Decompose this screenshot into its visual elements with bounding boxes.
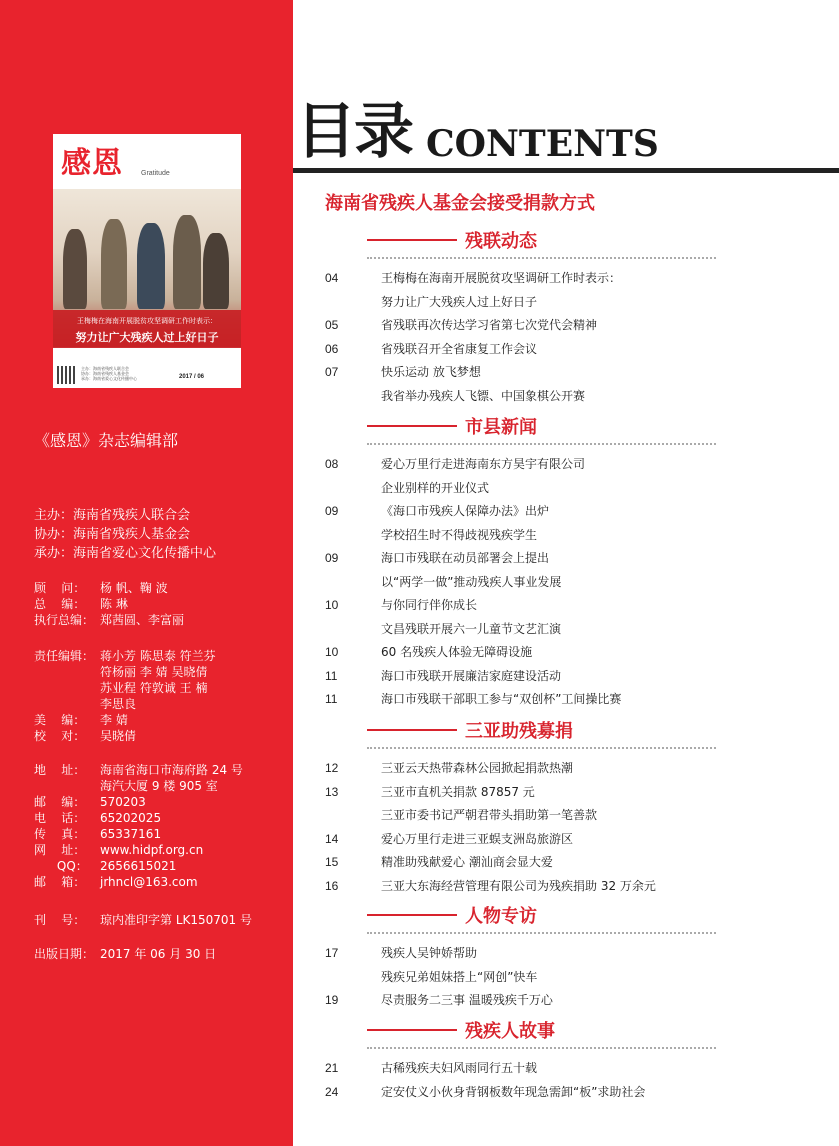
toc-page: 21 xyxy=(325,1061,339,1075)
toc-page: 08 xyxy=(325,457,339,471)
section-sanya-fundraising xyxy=(325,718,725,898)
toc-item[interactable] xyxy=(325,665,725,689)
editorial-department: 《感恩》杂志编辑部 xyxy=(34,431,179,450)
editor-label: 责任编辑： xyxy=(34,649,95,663)
toc-item[interactable] xyxy=(325,1057,725,1081)
toc-page: 24 xyxy=(325,1084,339,1099)
toc-item[interactable] xyxy=(325,291,725,315)
toc-text: 以“两学一做”推动残疾人事业发展 xyxy=(381,574,562,589)
organizer-line: 协办：海南省残疾人基金会 xyxy=(34,527,191,542)
toc-item[interactable] xyxy=(325,547,725,571)
cover-organizer-line: 主办：海南省残疾人联合会 xyxy=(81,366,129,371)
editor-label: 校 对： xyxy=(34,729,86,743)
license xyxy=(34,912,252,928)
toc-page xyxy=(325,385,381,409)
toc-item[interactable] xyxy=(325,338,725,362)
section-stories xyxy=(325,1018,725,1104)
toc-text: 学校招生时不得歧视残疾学生 xyxy=(381,527,538,542)
editors-list xyxy=(34,648,216,744)
toc-item[interactable] xyxy=(325,757,725,781)
contact-label: QQ： xyxy=(34,859,88,873)
editor-label xyxy=(34,664,100,680)
contact-label: 地 址： xyxy=(34,763,86,777)
staff-value: 陈 琳 xyxy=(100,597,128,611)
dotted-divider xyxy=(367,1047,716,1049)
toc-item[interactable] xyxy=(325,314,725,338)
staff-row xyxy=(34,580,184,596)
cover-subtitle: Gratitude xyxy=(141,170,170,177)
publish-date-label: 出版日期： xyxy=(34,947,95,961)
toc-text: 定安仗义小伙身背钢板数年现急需卸“板”求助社会 xyxy=(381,1084,646,1099)
editor-value: 李思良 xyxy=(100,697,137,711)
toc-text: 企业别样的开业仪式 xyxy=(381,480,490,495)
cover-organizer-line: 协办：海南省残疾人基金会 xyxy=(81,371,129,376)
email-link[interactable]: jrhncl@163.com xyxy=(100,875,198,889)
contact-value: 2656615021 xyxy=(100,859,177,873)
contact-row xyxy=(34,762,243,778)
toc-page: 14 xyxy=(325,831,339,846)
toc-text: 努力让广大残疾人过上好日子 xyxy=(381,294,538,309)
editor-value: 蒋小芳 陈思泰 符兰芬 xyxy=(100,649,216,663)
section-interviews xyxy=(325,903,725,1013)
cover-headline-small: 王梅梅在海南开展脱贫攻坚调研工作时表示： xyxy=(77,317,217,325)
toc-item[interactable] xyxy=(325,851,725,875)
staff-value: 郑茜圆、李富丽 xyxy=(100,613,185,627)
toc-page: 16 xyxy=(325,878,339,893)
contact-value: 海南省海口市海府路 24 号 xyxy=(100,763,243,777)
toc-text: 爱心万里行走进三亚蜈支洲岛旅游区 xyxy=(381,831,574,846)
toc-page xyxy=(325,524,381,548)
contact-label xyxy=(34,778,100,794)
section-header xyxy=(325,414,725,436)
toc-item[interactable] xyxy=(325,688,725,712)
contact-list xyxy=(34,762,243,890)
editor-label xyxy=(34,696,100,712)
dotted-divider xyxy=(367,747,716,749)
section-header xyxy=(325,718,725,740)
toc-page: 11 xyxy=(325,668,338,683)
dotted-divider xyxy=(367,443,716,445)
section-title: 市县新闻 xyxy=(465,417,537,438)
toc-text: 残疾人吴钟娇帮助 xyxy=(381,946,478,960)
toc-item[interactable] xyxy=(325,641,725,665)
contact-row xyxy=(34,874,243,890)
toc-text: 我省举办残疾人飞镖、中国象棋公开赛 xyxy=(381,388,586,403)
section-rule xyxy=(367,914,457,916)
editor-row xyxy=(34,680,216,696)
editor-row xyxy=(34,648,216,664)
toc-item[interactable] xyxy=(325,828,725,852)
toc-page: 09 xyxy=(325,504,339,518)
license-label: 刊 号： xyxy=(34,913,86,927)
toc-page: 10 xyxy=(325,645,339,659)
editor-row xyxy=(34,728,216,744)
section-rule xyxy=(367,729,457,731)
toc-item[interactable] xyxy=(325,385,725,409)
staff-list xyxy=(34,580,184,628)
toc-text: 三亚大东海经营管理有限公司为残疾捐助 32 万余元 xyxy=(381,878,656,893)
contact-label: 邮 编： xyxy=(34,795,86,809)
section-title: 残联动态 xyxy=(465,231,537,252)
section-title: 三亚助残募捐 xyxy=(465,721,573,742)
contact-row xyxy=(34,858,243,874)
organizers xyxy=(34,506,216,563)
toc-page: 12 xyxy=(325,761,339,775)
section-header xyxy=(325,903,725,925)
toc-page xyxy=(325,477,381,501)
toc-list xyxy=(325,757,725,898)
contact-row xyxy=(34,794,243,810)
toc-page: 07 xyxy=(325,365,339,379)
staff-row xyxy=(34,612,184,628)
editor-value: 符杨丽 李 婧 吴晓倩 xyxy=(100,665,208,679)
cover-headline: 努力让广大残疾人过上好日子 xyxy=(75,331,219,344)
toc-page xyxy=(325,291,381,315)
donation-headline[interactable]: 海南省残疾人基金会接受捐款方式 xyxy=(325,193,595,214)
toc-item[interactable] xyxy=(325,942,725,966)
toc-page: 19 xyxy=(325,993,339,1007)
contact-row xyxy=(34,778,243,794)
toc-text: 海口市残联干部职工参与“双创杯”工间操比赛 xyxy=(381,692,622,706)
organizer-line: 主办：海南省残疾人联合会 xyxy=(34,508,191,523)
toc-page: 15 xyxy=(325,855,339,869)
editor-row xyxy=(34,664,216,680)
license-value: 琼内准印字第 LK150701 号 xyxy=(100,913,252,927)
toc-text: 爱心万里行走进海南东方昊宇有限公司 xyxy=(381,457,586,471)
toc-text: 快乐运动 放飞梦想 xyxy=(381,365,481,379)
toc-page: 11 xyxy=(325,692,338,706)
toc-text: 省残联再次传达学习省第七次党代会精神 xyxy=(381,318,598,332)
toc-item[interactable] xyxy=(325,875,725,899)
toc-item[interactable] xyxy=(325,594,725,618)
toc-text: 古稀残疾夫妇风雨同行五十载 xyxy=(381,1061,538,1075)
contact-row xyxy=(34,842,243,858)
toc-page xyxy=(325,618,381,642)
editor-label xyxy=(34,680,100,696)
section-header xyxy=(325,228,725,250)
toc-list xyxy=(325,942,725,1013)
toc-item[interactable] xyxy=(325,1081,725,1105)
section-rule xyxy=(367,1029,457,1031)
cover-issue: 2017 / 06 xyxy=(179,374,205,380)
dotted-divider xyxy=(367,932,716,934)
section-city-county-news xyxy=(325,414,725,712)
contact-value: 65337161 xyxy=(100,827,162,841)
header-divider xyxy=(293,168,839,173)
license-row xyxy=(34,912,252,928)
editor-value: 李 婧 xyxy=(100,713,128,727)
section-disability-federation-news xyxy=(325,228,725,408)
contact-row xyxy=(34,826,243,842)
page-title-en: CONTENTS xyxy=(426,123,659,165)
toc-item[interactable] xyxy=(325,571,725,595)
cover-title: 感恩 xyxy=(61,146,123,181)
contact-label: 传 真： xyxy=(34,827,86,841)
toc-list xyxy=(325,1057,725,1104)
toc-text: 海口市残联开展廉洁家庭建设活动 xyxy=(381,668,562,683)
toc-item[interactable] xyxy=(325,267,725,291)
dotted-divider xyxy=(367,257,716,259)
section-rule xyxy=(367,425,457,427)
toc-item[interactable] xyxy=(325,477,725,501)
website-link[interactable]: www.hidpf.org.cn xyxy=(100,843,204,857)
toc-item[interactable] xyxy=(325,361,725,385)
toc-page: 13 xyxy=(325,784,339,799)
toc-item[interactable] xyxy=(325,804,725,828)
toc-text: 文昌残联开展六一儿童节文艺汇演 xyxy=(381,621,562,636)
toc-text: 三亚云天热带森林公园掀起捐款热潮 xyxy=(381,761,574,775)
sidebar xyxy=(0,0,293,1146)
section-title: 残疾人故事 xyxy=(465,1021,555,1042)
editor-value: 苏业程 符敦诚 王 楠 xyxy=(100,681,208,695)
toc-item[interactable] xyxy=(325,966,725,990)
toc-item[interactable] xyxy=(325,500,725,524)
toc-page xyxy=(325,571,381,595)
toc-item[interactable] xyxy=(325,524,725,548)
toc-page xyxy=(325,804,381,828)
toc-text: 精准助残献爱心 潮汕商会显大爱 xyxy=(381,855,553,869)
editor-row xyxy=(34,712,216,728)
contact-label: 网 址： xyxy=(34,843,86,857)
toc-text: 残疾兄弟姐妹搭上“网创”快车 xyxy=(381,969,538,984)
editor-label: 美 编： xyxy=(34,713,86,727)
contact-label: 电 话： xyxy=(34,811,86,825)
editor-row xyxy=(34,696,216,712)
editor-value: 吴晓倩 xyxy=(100,729,137,743)
toc-text: 海口市残联在动员部署会上提出 xyxy=(381,551,550,565)
contact-value: 65202025 xyxy=(100,811,162,825)
staff-label: 执行总编： xyxy=(34,613,95,627)
toc-text: 60 名残疾人体验无障碍设施 xyxy=(381,645,533,659)
contact-value: 570203 xyxy=(100,795,146,809)
toc-text: 王梅梅在海南开展脱贫攻坚调研工作时表示： xyxy=(381,271,622,285)
staff-label: 总 编： xyxy=(34,597,86,611)
organizer-line: 承办：海南省爱心文化传播中心 xyxy=(34,546,217,561)
section-rule xyxy=(367,239,457,241)
toc-text: 尽责服务二三事 温暖残疾千万心 xyxy=(381,993,553,1007)
publish-date xyxy=(34,946,216,962)
toc-list xyxy=(325,453,725,712)
toc-text: 《海口市残疾人保障办法》出炉 xyxy=(381,504,550,518)
staff-value: 杨 帆、鞠 波 xyxy=(100,581,168,595)
toc-text: 三亚市直机关捐款 87857 元 xyxy=(381,784,535,799)
toc-item[interactable] xyxy=(325,781,725,805)
toc-item[interactable] xyxy=(325,618,725,642)
toc-text: 三亚市委书记严朝君带头捐助第一笔善款 xyxy=(381,808,598,822)
qr-code-icon xyxy=(57,366,75,384)
toc-text: 省残联召开全省康复工作会议 xyxy=(381,341,538,356)
cover-organizer-line: 承办：海南省爱心文化传播中心 xyxy=(81,376,137,381)
staff-label: 顾 问： xyxy=(34,581,86,595)
toc-list xyxy=(325,267,725,408)
toc-page: 17 xyxy=(325,946,339,960)
toc-text: 与你同行伴你成长 xyxy=(381,598,478,612)
magazine-cover[interactable] xyxy=(53,134,241,388)
contact-row xyxy=(34,810,243,826)
toc-item[interactable] xyxy=(325,453,725,477)
section-header xyxy=(325,1018,725,1040)
toc-page: 05 xyxy=(325,318,339,332)
toc-item[interactable] xyxy=(325,989,725,1013)
page-title: 目录 xyxy=(296,97,412,167)
cover-organizers xyxy=(81,366,137,381)
toc-page: 10 xyxy=(325,598,339,612)
staff-row xyxy=(34,596,184,612)
toc-page: 06 xyxy=(325,341,339,356)
toc-page: 04 xyxy=(325,271,339,285)
section-title: 人物专访 xyxy=(465,906,537,927)
contact-value: 海汽大厦 9 楼 905 室 xyxy=(100,779,218,793)
toc-page: 09 xyxy=(325,551,339,565)
publish-date-value: 2017 年 06 月 30 日 xyxy=(100,947,217,961)
publish-date-row xyxy=(34,946,216,962)
toc-page xyxy=(325,966,381,990)
contact-label: 邮 箱： xyxy=(34,875,86,889)
